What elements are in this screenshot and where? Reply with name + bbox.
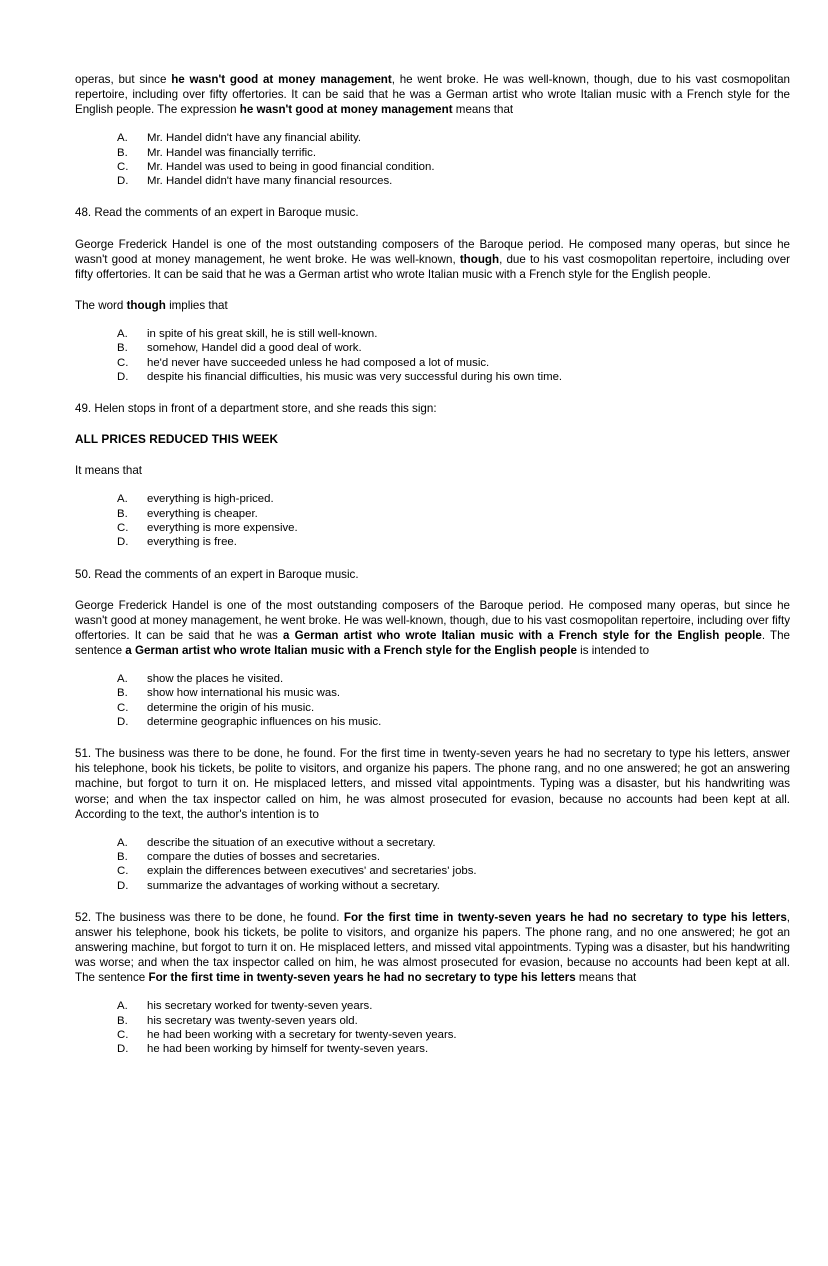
option-letter: B. <box>117 851 128 864</box>
options-q47 <box>75 131 790 188</box>
stem-text-pre: The word <box>75 298 127 312</box>
passage-text-pre: operas, but since <box>75 73 172 86</box>
option-text: somehow, Handel did a good deal of work. <box>147 342 362 355</box>
question-48-stem <box>75 298 790 313</box>
options-q52 <box>75 999 790 1056</box>
document-content <box>75 72 790 1057</box>
option-letter: A. <box>117 673 128 686</box>
option-text: his secretary worked for twenty-seven years. <box>147 1000 373 1013</box>
option-text: show how international his music was. <box>147 687 341 700</box>
passage-text-mid: , answer his telephone, book his tickets, be polite to visitors, and organize his papers. The phone rang, and no one answered; he got an answering machine, but forgot to turn it on. He misplaced letters, and missed vital appointments. Typing was a disaster, but his handwriting was worse; and when the tax inspector called on him, he was almost prosecuted for evasion, because no accounts had been kept at all. The sentence <box>75 910 791 985</box>
option-text: his secretary was twenty-seven years old. <box>147 1014 358 1027</box>
option-letter: C. <box>117 1028 129 1041</box>
option-text: determine geographic influences on his music. <box>147 715 382 728</box>
option-text: explain the differences between executives' and secretaries' jobs. <box>147 865 477 878</box>
options-q50 <box>75 672 790 729</box>
passage-bold-phrase-1: he wasn't good at money management <box>171 73 392 86</box>
stem-bold-though: though <box>126 298 166 312</box>
option-letter: B. <box>117 146 128 159</box>
option-letter: A. <box>117 132 128 145</box>
option-item[interactable] <box>75 160 790 174</box>
option-item[interactable] <box>75 1042 790 1056</box>
option-letter: D. <box>117 536 129 549</box>
option-letter: B. <box>117 507 128 520</box>
options-q51 <box>75 836 790 893</box>
option-letter: D. <box>117 175 129 188</box>
option-item[interactable] <box>75 507 790 521</box>
option-item[interactable] <box>75 521 790 535</box>
option-item[interactable] <box>75 864 790 878</box>
option-text: determine the origin of his music. <box>147 701 315 714</box>
passage-bold-phrase-1: a German artist who wrote Italian music with a French style for the English people <box>283 628 762 642</box>
option-letter: A. <box>117 493 128 506</box>
passage-text-post: means that <box>575 971 637 985</box>
passage-q47-continuation <box>75 72 790 117</box>
option-item[interactable] <box>75 715 790 729</box>
option-letter: A. <box>117 327 128 340</box>
option-item[interactable] <box>75 370 790 384</box>
passage-q51: 51. The business was there to be done, he found. For the first time in twenty-seven years he had no secretary to type his letters, answer his telephone, book his tickets, be polite to visitors, and organize his papers. The phone rang, and no one answered; he got an answering machine, but forgot to turn it on. He misplaced letters, and missed vital appointments. Typing was a disaster, but his handwriting was worse; and when the tax inspector called on him, he was almost prosecuted for evasion, because no accounts had been kept at all. According to the text, the author's intention is to <box>75 747 790 821</box>
option-text: everything is high-priced. <box>147 493 274 506</box>
option-letter: A. <box>117 836 128 849</box>
passage-q50 <box>75 598 790 658</box>
option-text: he'd never have succeeded unless he had composed a lot of music. <box>147 356 490 369</box>
option-item[interactable] <box>75 850 790 864</box>
passage-text-post: means that <box>452 103 514 117</box>
option-item[interactable] <box>75 327 790 341</box>
option-text: everything is more expensive. <box>147 522 298 534</box>
option-item[interactable] <box>75 672 790 686</box>
option-text: Mr. Handel didn't have any financial ability. <box>147 132 362 145</box>
option-item[interactable] <box>75 535 790 549</box>
passage-q52 <box>75 910 790 985</box>
passage-bold-phrase-2: he wasn't good at money management <box>239 103 453 117</box>
option-letter: A. <box>117 1000 128 1013</box>
sign-text-all-prices-reduced: ALL PRICES REDUCED THIS WEEK <box>75 432 279 447</box>
option-item[interactable] <box>75 174 790 188</box>
option-item[interactable] <box>75 356 790 370</box>
option-text: he had been working by himself for twenty-seven years. <box>147 1043 429 1056</box>
option-item[interactable] <box>75 131 790 145</box>
passage-text-pre: 52. The business was there to be done, he found. <box>75 910 344 924</box>
option-item[interactable] <box>75 1014 790 1028</box>
option-letter: B. <box>117 342 128 355</box>
option-text: show the places he visited. <box>147 673 284 686</box>
option-letter: C. <box>117 522 129 534</box>
option-letter: C. <box>117 356 129 369</box>
options-q49 <box>75 492 790 549</box>
option-text: in spite of his great skill, he is still well-known. <box>147 327 378 340</box>
option-letter: B. <box>117 687 128 700</box>
option-item[interactable] <box>75 999 790 1013</box>
option-text: Mr. Handel was used to being in good financial condition. <box>147 160 435 173</box>
option-letter: B. <box>117 1014 128 1027</box>
option-text: compare the duties of bosses and secretaries. <box>147 851 381 864</box>
question-49-instruction: 49. Helen stops in front of a department store, and she reads this sign: <box>75 402 437 416</box>
passage-text-pre: George Frederick Handel is one of the most outstanding composers of the Baroque period. He composed many operas, but since he wasn't good at money management, he went broke. He was well-known, <box>75 237 790 266</box>
option-item[interactable] <box>75 701 790 715</box>
option-letter: C. <box>117 160 129 173</box>
passage-bold-phrase-2: a German artist who wrote Italian music with a French style for the English people <box>125 643 577 657</box>
passage-text-post: , due to his vast cosmopolitan repertoire, including over fifty offertories. It can be said that he was a German artist who wrote Italian music with a French style for the English people. <box>75 252 790 281</box>
option-item[interactable] <box>75 1028 790 1042</box>
stem-text-post: implies that <box>165 298 228 312</box>
option-letter: D. <box>117 1043 129 1056</box>
option-letter: D. <box>117 879 129 892</box>
passage-bold-though: though <box>459 252 500 266</box>
passage-bold-phrase-1: For the first time in twenty-seven years he had no secretary to type his letters <box>343 910 787 924</box>
passage-text-post: is intended to <box>576 643 650 657</box>
question-49-stem: It means that <box>75 464 143 478</box>
option-text: despite his financial difficulties, his music was very successful during his own time. <box>147 370 563 383</box>
passage-text-mid: . The sentence <box>75 628 790 657</box>
option-text: he had been working with a secretary for twenty-seven years. <box>147 1028 457 1041</box>
option-text: Mr. Handel was financially terrific. <box>147 146 317 159</box>
option-item[interactable] <box>75 341 790 355</box>
question-48-instruction: 48. Read the comments of an expert in Baroque music. <box>75 206 359 220</box>
option-text: everything is cheaper. <box>147 507 258 520</box>
passage-text-pre: George Frederick Handel is one of the most outstanding composers of the Baroque period. He composed many operas, but since he wasn't good at money management, he went broke. He was well-known, though, due to his vast cosmopolitan repertoire, including over fifty offertories. It can be said that he was <box>75 598 790 642</box>
option-item[interactable] <box>75 686 790 700</box>
option-letter: D. <box>117 715 129 728</box>
option-text: summarize the advantages of working without a secretary. <box>147 879 440 892</box>
option-letter: D. <box>117 370 129 383</box>
option-text: Mr. Handel didn't have many financial resources. <box>147 175 393 188</box>
question-50-instruction: 50. Read the comments of an expert in Baroque music. <box>75 567 359 581</box>
option-item[interactable] <box>75 836 790 850</box>
option-item[interactable] <box>75 879 790 893</box>
passage-text-mid: , he went broke. He was well-known, though, due to his vast cosmopolitan repertoire, including over fifty offertories. It can be said that he was a German artist who wrote Italian music with a French style for the English people. The expression <box>75 73 790 117</box>
option-text: everything is free. <box>147 536 237 549</box>
options-q48 <box>75 327 790 384</box>
option-item[interactable] <box>75 492 790 506</box>
option-text: describe the situation of an executive without a secretary. <box>147 836 436 849</box>
passage-bold-phrase-2: For the first time in twenty-seven years he had no secretary to type his letters <box>148 971 576 985</box>
option-letter: C. <box>117 701 129 714</box>
option-item[interactable] <box>75 146 790 160</box>
option-letter: C. <box>117 865 129 878</box>
passage-q48 <box>75 237 790 282</box>
